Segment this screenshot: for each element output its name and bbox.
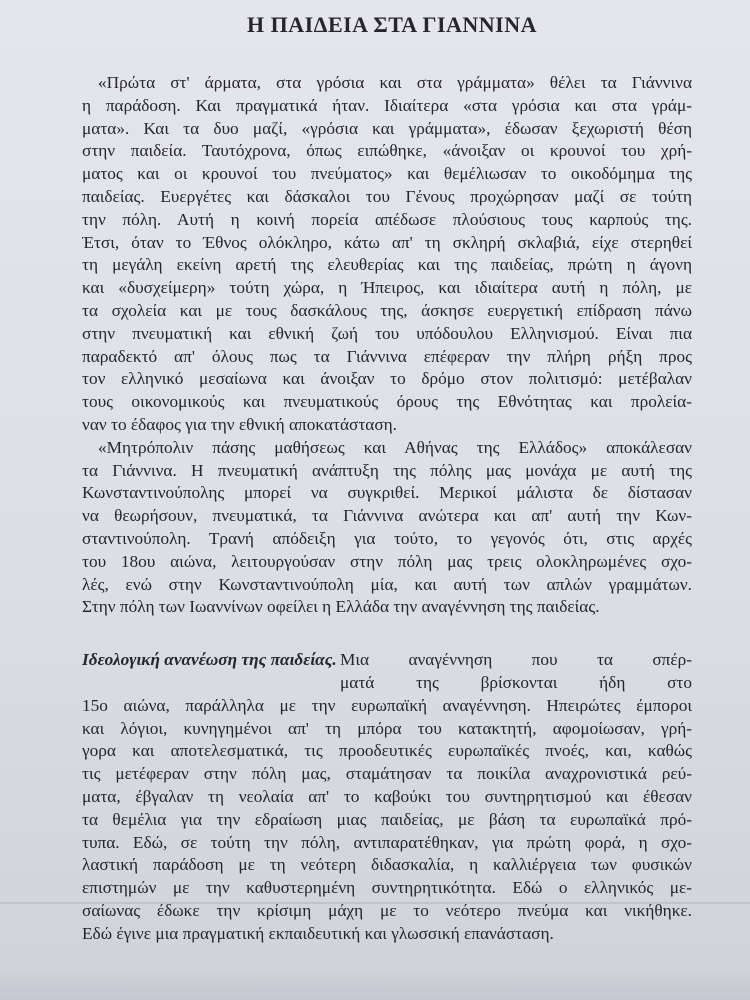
text-line: τη μεγάλη εκείνη αρετή της ελευθερίας και της παιδείας, πρώτη η άγονη [82,255,692,275]
text-line: παιδείας. Ευεργέτες και δάσκαλοι του Γένους προχώρησαν μαζί σε τούτη [82,186,692,206]
bottom-page-shadow [0,964,750,1000]
text-line: τα σχολεία και με τους δασκάλους της, άσκησε ευεργετική επίδραση πάνω [82,300,692,320]
text-line: τους οικονομικούς και πνευματικούς όρους της Εθνότητας και προλεία- [82,392,692,412]
page-title: Η ΠΑΙΔΕΙΑ ΣΤΑ ΓΙΑΝΝΙΝΑ [246,12,538,37]
text-line: η παράδοση. Και πραγματικά ήταν. Ιδιαίτερα «στα γρόσια και στα γράμ- [82,95,692,115]
section-second-row [82,672,692,695]
text-line: σταντινούπολη. Τρανή απόδειξη για τούτο, το γεγονός ότι, στις αρχές [82,528,692,548]
text-line: ματα, έβγαλαν τη νεολαία απ' το καβούκι του συντηρητισμού και έθεσαν [82,786,692,806]
paragraph-2 [82,437,692,619]
text-line: ματος και οι κρουνοί του πνεύματος» και θεμέλιωσαν το οικοδόμημα της [82,164,692,184]
text-line: Στην πόλη των Ιωαννίνων οφείλει η Ελλάδα την αναγέννηση της παιδείας. [82,597,600,617]
text-line: του 18ου αιώνα, λειτουργούσαν στην πόλη μας τρεις ολοκληρωμένες σχο- [82,551,692,571]
text-line: να θεωρήσουν, πνευματικά, τα Γιάννινα ανώτερα και απ' αυτή την Κων- [82,506,692,526]
text-line: γορα και αποτελεσματικά, τις προοδευτικές ευρωπαϊκές πνοές, και, καθώς [82,741,692,761]
text-line: τυπα. Εδώ, σε τούτη την πόλη, αντιπαρατέθηκαν, για πρώτη φορά, η σχο- [82,832,692,852]
text-line: 15ο αιώνα, παράλληλα με την ευρωπαϊκή αναγέννηση. Ηπειρώτες έμποροι [82,695,692,715]
text-line: λαστική παράδοση με τη νεότερη διδασκαλία, η καλλιέργεια των φυσικών [82,855,692,875]
text-line: σαίωνας έδωκε την κρίσιμη μάχη με το νεότερο πνεύμα και νικήθηκε. [82,900,692,920]
text-line: Εδώ έγινε μια πραγματική εκπαιδευτική και γλωσσική επανάσταση. [82,923,554,943]
text-line: επιστημών με την καθυστερημένη συντηρητικότητα. Εδώ ο ελληνικός με- [82,878,692,898]
text-line: «Πρώτα στ' άρματα, στα γρόσια και στα γράμματα» θέλει τα Γιάννινα [98,73,692,92]
text-line: λές, ενώ στην Κωνσταντινούπολη μία, και αυτή των απλών γραμμάτων. [82,574,692,594]
text-line: τα Γιάννινα. Η πνευματική ανάπτυξη της πόλης μας μονάχα με αυτή της [82,460,692,480]
page-fold-shadow [0,902,750,904]
text-line: Έτσι, όταν το Έθνος ολόκληρο, κάτω απ' τη σκληρή σκλαβιά, είχε στερηθεί [82,232,692,252]
text-line: στην πνευματική και εθνική ζωή του υπόδουλου Ελληνισμού. Είναι πια [82,323,692,343]
text-line: τα θεμέλια για την εδραίωση μιας παιδείας, με βάση τα ευρωπαϊκά πρό- [82,809,692,829]
text-line: την πόλη. Αυτή η κοινή πορεία απέδωσε πλούσιους τους καρπούς της. [82,209,692,229]
text-line: ματα». Και τα δυο μαζί, «γρόσια και γράμματα», έδωσαν ξεχωριστή θέση [82,118,692,138]
text-line: και «δυσχείμερη» τούτη χώρα, η Ήπειρος, και ιδιαίτερα αυτή η πόλη, με [82,278,692,298]
section-divider-space [82,619,692,649]
text-line: και λόγιοι, κυνηγημένοι απ' τη μπόρα του κατακτητή, αφομοίωσαν, γρή- [82,718,692,738]
text-line: παραδεκτό απ' όλους πως τα Γιάννινα επέφεραν την πλήρη ρήξη προς [82,346,692,366]
text-line: ναν το έδαφος για την εθνική αποκατάσταση. [82,414,397,434]
paragraph-1 [82,72,692,437]
text-line: τον ελληνικό μεσαίωνα και άνοιξαν το δρόμο στον πολιτισμό: μετέβαλαν [82,369,692,389]
section-heading: Ιδεολογική ανανέωση της παιδείας. [82,650,337,670]
text-line: τις μετέφεραν στην πόλη μας, σταμάτησαν τα ποικίλα αναχρονιστικά ρεύ- [82,764,692,784]
text-line: Μια αναγέννηση που τα σπέρ- [340,650,692,670]
text-line: ματά της βρίσκονται ήδη στο [340,672,692,692]
text-line: Κωνσταντινούπολης μπορεί να συγκριθεί. Μερικοί μάλιστα δε δίστασαν [82,483,692,503]
section-heading-row [82,649,692,672]
text-line: «Μητρόπολιν πάσης μαθήσεως και Αθήνας της Ελλάδος» αποκάλεσαν [98,437,692,457]
text-line: στην παιδεία. Ταυτόχρονα, όπως ειπώθηκε, «άνοιξαν οι κρουνοί του χρή- [82,141,692,161]
